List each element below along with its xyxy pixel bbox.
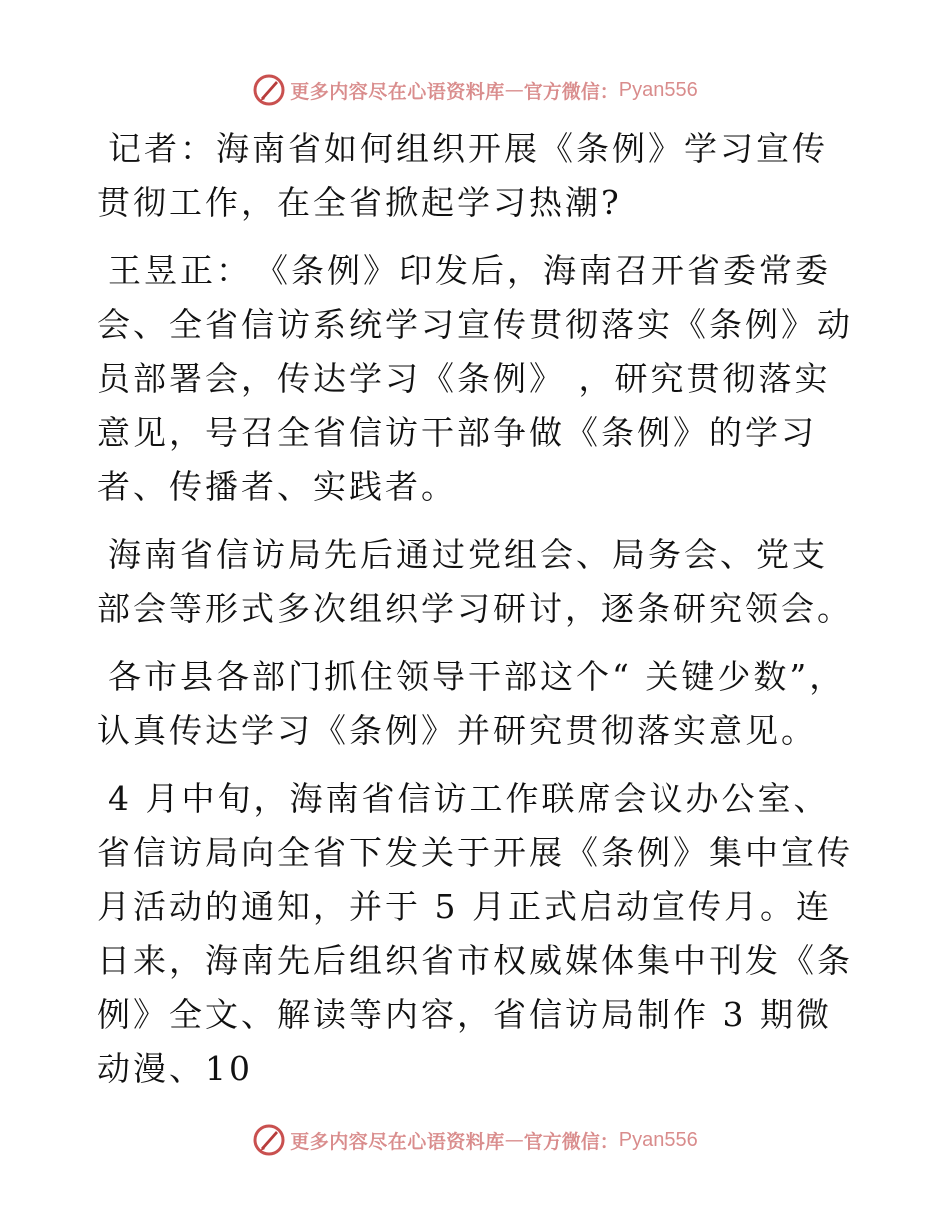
paragraph-text: 各市县各部门抓住领导干部这个“ 关键少数”，认真传达学习《条例》并研究贯彻落实意见。 [97, 657, 846, 750]
watermark-wechat-id: Pyan556 [618, 78, 698, 101]
watermark-text: 更多内容尽在心语资料库 [290, 1130, 505, 1153]
paragraph [97, 528, 857, 636]
paragraph [97, 244, 857, 514]
paragraph [97, 122, 857, 230]
paragraph-text: 记者：海南省如何组织开展《条例》学习宣传贯彻工作，在全省掀起学习热潮? [97, 129, 828, 222]
paragraph [97, 650, 857, 758]
paragraph-text: 王昱正： 《条例》印发后，海南召开省委常委会、全省信访系统学习宣传贯彻落实《条例》动员部署会，传达学习《条例》 ，研究贯彻落实意见，号召全省信访干部争做《条例》的学习者、传播者、实践者。 [97, 251, 853, 506]
paragraph-text: 4 月中旬，海南省信访工作联席会议办公室、省信访局向全省下发关于开展《条例》集中宣传月活动的通知，并于 5 月正式启动宣传月。连日来，海南先后组织省市权威媒体集中刊发《条例》全文、解读等内容，省信访局制作 3 期微动漫、10 [97, 779, 853, 1088]
watermark-label: 官方微信： [523, 1130, 619, 1153]
quill-logo-icon [252, 1123, 286, 1157]
watermark-separator: — [504, 79, 524, 101]
article-body [97, 122, 857, 1110]
header-watermark [0, 70, 950, 110]
watermark-label: 官方微信： [523, 80, 619, 103]
footer-watermark [0, 1120, 950, 1160]
watermark-text: 更多内容尽在心语资料库 [290, 80, 505, 103]
paragraph-text: 海南省信访局先后通过党组会、局务会、党支部会等形式多次组织学习研讨，逐条研究领会。 [97, 535, 853, 628]
paragraph [97, 772, 857, 1096]
watermark-separator: — [504, 1129, 524, 1151]
watermark-wechat-id: Pyan556 [618, 1128, 698, 1151]
quill-logo-icon [252, 73, 286, 107]
